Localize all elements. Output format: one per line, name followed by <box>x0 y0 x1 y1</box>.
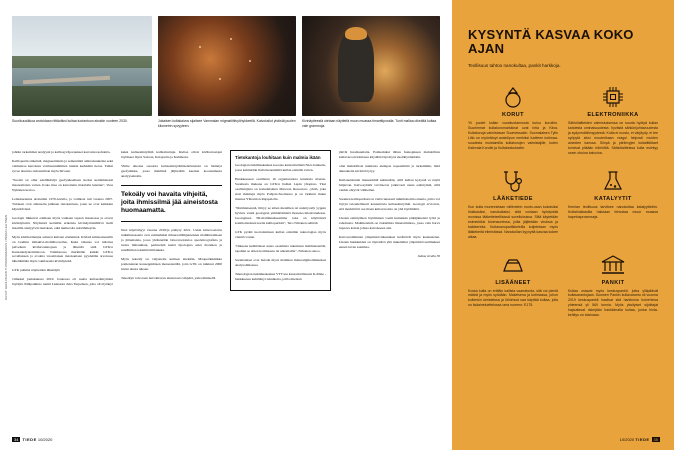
magazine-name: TIEDE <box>635 437 650 442</box>
card-text: Kemian teollisuus tarvitsee nanokultaa katalyytteihin. Kultahiukkasilla halutaan tehostaa muun muassa hapetusprosesseja. <box>568 204 658 219</box>
photo-caption-2: Jokaisen kultakaivos sijaitsee Vammalan migmatiittivyöhykkeellä. Kaivoksilot yhdistä puolen kilometrin syvyyteen. <box>158 119 296 128</box>
card-heading: PANKIT <box>601 279 625 286</box>
page-subtitle: Teollisuus tahtoo nanokultaa, pankit harkkoja. <box>468 62 561 68</box>
magazine-name: TIEDE <box>22 437 37 442</box>
card-heading: LÄÄKETIEDE <box>493 195 533 202</box>
photo-caption-3: Kivinäytteestä otetaan näytteitä muun muassa timanttiporalla. Tunti mallaa oikeältä kultaa vain grammoja. <box>302 119 437 128</box>
paragraph: Kullanetsinnän menetelmiä kehitetään, sillä kullan kysyntä ei näytä hiipuvan. Kaivosyhtiöt tarvitsevat jatkuvasti uusia esiintymiä, sillä vanhat ehtyvät vähitellen. <box>339 177 440 192</box>
catalyst-flask-icon <box>568 167 658 193</box>
paragraph: "Oikeena kehittäiseet uusta osaamista tukemaan malmietsentää, tapahtui se sitten kotimaassa tai ulkomailla", Niiranen sanoo. <box>235 243 326 253</box>
spark-icon <box>219 78 221 80</box>
page-number: 35 <box>653 437 658 442</box>
furnace-glow <box>158 16 296 116</box>
paragraph: Geologian tutkimuskeskus koostaa kansainvälistä Nice-hanketta, jossa kehitetään lisää menetelmiä kullan etsintää varten. <box>235 163 326 173</box>
card-heading: LISÄÄNEET <box>495 279 531 286</box>
pull-quote: Tekoäly voi havaita vihjeitä, joita ihmissilmä jää aineistosta huomaamatta. <box>121 185 222 222</box>
jewelry-ring-icon <box>468 83 558 109</box>
right-page <box>452 0 674 450</box>
spark-icon <box>230 38 232 40</box>
paragraph: Suomen kallioperässä on vielä runsaasti tutkimattomia alueita, joilta voi löytyä taloudellisesti kannattavia kultaesiintymiä. Geologit arvioivat, että merkittävä osa maan kultavaroista on yhä löytämättä. <box>339 196 440 211</box>
paragraph: GTK pyrkii tuottoitamaan kullan etsintäin teknologiaa myös vientiä varten. <box>235 229 326 239</box>
card-elektroniikka <box>568 83 658 156</box>
paragraph: Teknologian tutkimuskeskus VTT:ssa kansainvälisessä K-Mine -hankkeessa kehittänyt teknikoita, joilla mielaan <box>235 271 326 281</box>
landscape-photo <box>12 16 152 116</box>
issue-label: 10/2020 <box>619 437 635 442</box>
paragraph: Geologit liikkuvat edelleen myös vanhaan tapaan maastossa ja otavat kivinäytteitä. Näytteistä kerätään erikoisia kivinäyttönäälitvä tiedä maatilla analyytvät tuulokset, eikä numerolta sekväämeyrin. <box>12 215 113 230</box>
card-laaketiede <box>468 167 558 240</box>
helmet-icon <box>345 27 367 40</box>
card-text: Koska kulta on erittäin kallista vaarratonta, sitä voi pieniä määrä ja myös syödään. Makeisena ja kotimassa, johon kuitenkin keristeissa ja liiöörissä saa käyttää kultaa, jolla on lisäaineluettelossa oma numero: E175. <box>468 288 558 308</box>
card-pankit <box>568 251 658 319</box>
paragraph: Kaivostoiminnan ympäristövaikutukset herättävät myös keskustelua. Uusien hankkeiden on täytettävä yhä tiukemmat ympäristövaatimukset ennen luvan saamista. <box>339 234 440 249</box>
continued-note: Jatkuu sivulla 36 <box>417 253 440 258</box>
bank-icon <box>568 251 658 277</box>
photo-block-3 <box>302 16 440 140</box>
category-grid <box>468 83 658 318</box>
paragraph: Suomalaiset ovat halodu myös malmien minerailgthoimiuksissi analysoimisessa. <box>235 257 326 267</box>
photo-ground <box>12 56 152 116</box>
photo-credit: KUVAT: GEOLOGIAN TUTKIMUSKESKUS / PEKKA LEHTINEN <box>4 214 8 300</box>
miner-photo <box>302 16 440 116</box>
paragraph: GTK palkitsi näytteiden lähettäjiä <box>12 268 60 273</box>
photo-block-2 <box>158 16 296 140</box>
paragraph: Myös kivitharmanjat autterat kultaan etsinnässä. Kivistä kiinnostuneilla on laadittu Omakivi-mobiilisovellus. Kuka tahansa voi tallettaa palveluun kivihavainnojaan ja lähettää siitä GTK:n Kansanndyntoimistoon. Toimistossa merkitään kaikki GTK:n sovelluksen ja avointa vuosittaisen tietokantaan pyydetään arvoissaa lähettämään myös vamiasaala kivinäyteitä. <box>12 234 113 264</box>
sidebar-box-title: Tietokantoja louhitaan kuin malmia ikään <box>235 155 321 160</box>
paragraph: viimeksi joulukuussa 2019. Joukossa oli aseita kultaesiintymien löytäjiä. Päälpaikinto niemi Lieksasta Juha Turpeinen, jolta oli löytänyt kaksi kultaesiintymää kalliomurtuja. Kultaa olivat kiviharrastajat löytäneet myös Salosta, Kalajoelta ja Kuhmosta. <box>12 150 222 287</box>
furnace-photo <box>158 16 296 116</box>
sidebar-box <box>230 150 331 291</box>
card-heading: ELEKTRONIIKKA <box>587 111 639 118</box>
gold-bar-icon <box>468 251 558 277</box>
paragraph: johtiin tarkemmat analyysit ja kalliosyväporaukset kasvattaa kohdetta. <box>12 150 111 154</box>
card-katalyytit <box>568 167 658 240</box>
card-text: Kun kulta murennetaan millimetrin murto-osan kokoisiksi hiukkasiksi, nanokullaksi, siitä voidaan hyödyntää monissa lääketieteellisissä sovelluksissa. Siitä käytetään esimerkiksi bioensureissa, joilla jäljitetään viruksia ja bakteereita. Kultananopartikkeleilla kuljetetaan myös lääkekeitä elimistössä. Nanokullan kyynyttä kasvaa kokee aikaa. <box>468 204 558 239</box>
paragraph: Lemokaruutus aloitettiin 1970-luvulla, ja valmista tuli vuonna 2007. Tulokset ovat allensettu julkisen tietokantaan, joten ne ovat kaikkien käytettävissä. <box>12 196 113 211</box>
issue-label: 10/2020 <box>37 437 53 442</box>
paragraph: jäävät huomaamatta. Esimerkiksi tältun fuskojaksen mahdollisia kultavaroarvioimassa käydään läpi myös ekolähyöintäalla. <box>339 150 440 159</box>
paragraph: "Suomi on ollut edelläkävijä geofysikaalisen tiedon keräämisessä maanomaista varten. Koko maa on kartoitettu matalalla lennäen", Vesa Nykänen kertoo. <box>12 177 113 192</box>
card-heading: KORUT <box>502 111 524 118</box>
article-body <box>12 150 440 428</box>
photo-block-1 <box>12 16 152 140</box>
paragraph: olisi mahdollista tunnistaa aiempaa nopeammin ja tarkemmin, mitä alkuaineita kivistä löytyy. <box>339 163 440 173</box>
paragraph: Viime aikoina suosiota kultaesiintytämisentönteissä on lisännyt geofysiikka, jossa maiminä jäljitetään kaerien koonsumasta analyyseinalla. <box>121 163 222 178</box>
card-text: Sähkölaitteiden valmistuksessa on suurta hyötyä kullan kahdesta ominaisuudesta: hyvästä sähkönjohtavuudesta ja sydynmättömyydestä. Kulta ei ruostu, ei värjäydy, ei tee syöpytä siksi muuterikaan reagoi helposti muiden aineiden kanssa. Siinpä ja piirilevyjen kultalittöitaet toimivat pitkään häiriöittä. Sähkölaitteissa kulta esiintyy usein ohuina kalvoina. <box>568 120 658 155</box>
page-title: KYSYNTÄ KASVAA KOKO AJAN <box>468 27 634 56</box>
photo-caption-1: Suurikuusikkoa arvioidaan riittäväksi kultaa tuotantoon ainakin vuoteen 2030. <box>12 119 128 123</box>
miner-figure <box>338 30 374 102</box>
photo-row <box>12 16 440 140</box>
card-text: Kultaa ostavat myös keskuspankit, jotka ylläpitävät kultavarantojaan. Suomen Pankin kultavaranto oli vuonna 2019 keskuspankit haalivat sitä harkkoina holvehinsa yhteensä yli 560 tonnia. Myös yksityiset sijoittajat hajauttavat riskejään hankkimalla kultaa, jonka hintakehitys on toisinaan. <box>568 288 658 318</box>
paragraph: Tekoälyn toivotaan harvahtavan aineistosta vihjeitä, jotka ihmisellä <box>121 275 216 280</box>
page-number: 34 <box>14 437 19 442</box>
paragraph: "Malmietsennä, liittyy se sitten metallien tai uulattyoidy yyppin hyvinä, vaatii geologian ymmärtämistä monenocaiietavuudessa. Geologinen 3D-mallinnukseemme toiss on käyttöinvä koimiointoinen kartta kallioperästä", Tero Niiranen selittää. <box>235 206 326 225</box>
card-heading: KATALYYTIT <box>594 195 632 202</box>
folio-right <box>620 437 660 442</box>
card-text: Yli puolet kullan vuosituotannosta kuluu koruihin. Suurimmat kultakorumarkkinat ovat Intia ja Kiina. Kultakoruja valmistavan Suomessakin. Suomalaisen Tylin Litto on myöntänyt avainlipun merkiksi tuotteen kotimaasuudesta muistamilla kultakorujen valmistajille, kuten Kalevala Korulle ja Kultakeskukselle. <box>468 120 558 150</box>
paragraph: Kallioperän sitkeintä, magneettisinia ja sementintä ominaisuuksina sekä vaimentaa kerroksia voimaanruhtimen tuiskia kerkkään tietoa. Tuikit syvaa aluettaa tarkastellaan myös hiivaan. <box>12 158 113 173</box>
stethoscope-icon <box>468 167 558 193</box>
paragraph: Nest käyttömyyt vuonna 2018:ja päätyry 2021. Uusia kitnovostavia tutkimusaasatta ovat esimerkiksi mineraalilähjenteisien mahilintamisen ja jättamaisia, jossa yhdistetään laboratoriotulos speckttrografista ja tuotta mittaukisia, perinteistä kentä ilpologiaa sekä dronnien ja satelliittien tekemiä mittauksia. <box>121 227 222 252</box>
card-lisaaineet <box>468 251 558 319</box>
folio-left <box>12 437 52 442</box>
microchip-icon <box>568 83 658 109</box>
paragraph: Hankkeeseen osallistuu 16 organisaatiota kuudesta maasta. Suomesta mukana on GTK:n lisäksi Lapin yliopisto. Yksi osallistujista on kanadalainen Mawson Resources -yhtiö, joka etsii malmeja myös Pohjois-Suomessa ja on tarkinut muun muassa Ylitornion Rajapalolla. <box>235 177 326 202</box>
paragraph: Uusien esiintymien löytäminen vaatii kuitenkin pitkäjänteistä työtä ja rahoitusta. Malmietsintä on riskialtista liiketoimintaa, jossa vain harva lupaava kohde johtaa kaivokseen asti. <box>339 215 440 230</box>
card-korut <box>468 83 558 156</box>
paragraph: Myös tekoäly on valjastettu kultaan sitekään. Maaperänkiitkka pomerennan konseppimisen menestestiltä, jotta GTK on tutkinut 2000 luvun alusta alkaen. <box>121 256 222 271</box>
